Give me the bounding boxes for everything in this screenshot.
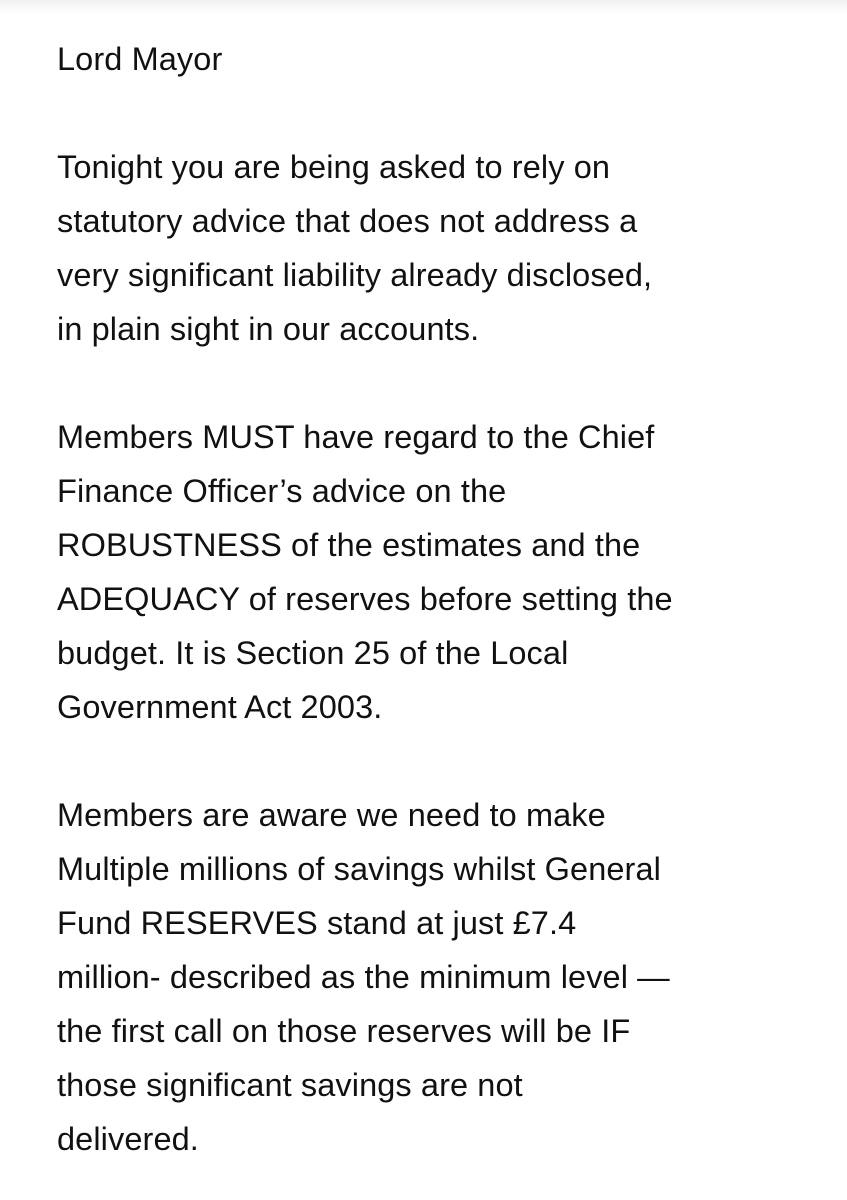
text-line: ADEQUACY of reserves before setting the: [57, 581, 673, 617]
text-line: statutory advice that does not address a: [57, 203, 638, 239]
text-line: ROBUSTNESS of the estimates and the: [57, 527, 641, 563]
text-line: Finance Officer’s advice on the: [57, 473, 507, 509]
paragraph-gap: [57, 86, 827, 140]
paragraph-2: [57, 410, 827, 734]
note-body: [57, 32, 827, 1166]
text-line: the first call on those reserves will be IF: [57, 1013, 631, 1049]
text-line: Tonight you are being asked to rely on: [57, 149, 611, 185]
text-line: million- described as the minimum level —: [57, 959, 670, 995]
text-line: delivered.: [57, 1121, 199, 1157]
text-line: those significant savings are not: [57, 1067, 523, 1103]
text-line: very significant liability already disclosed,: [57, 257, 653, 293]
paragraph-gap: [57, 734, 827, 788]
paragraph-1: [57, 140, 827, 356]
text-line: in plain sight in our accounts.: [57, 311, 480, 347]
text-line: Multiple millions of savings whilst General: [57, 851, 661, 887]
text-line: budget. It is Section 25 of the Local: [57, 635, 569, 671]
text-line: Government Act 2003.: [57, 689, 383, 725]
text-line: Members are aware we need to make: [57, 797, 606, 833]
salutation: Lord Mayor: [57, 41, 223, 77]
top-shadow: [0, 0, 847, 14]
text-line: Fund RESERVES stand at just £7.4: [57, 905, 577, 941]
paragraph-gap: [57, 356, 827, 410]
paragraph-3: [57, 788, 827, 1166]
text-line: Members MUST have regard to the Chief: [57, 419, 655, 455]
